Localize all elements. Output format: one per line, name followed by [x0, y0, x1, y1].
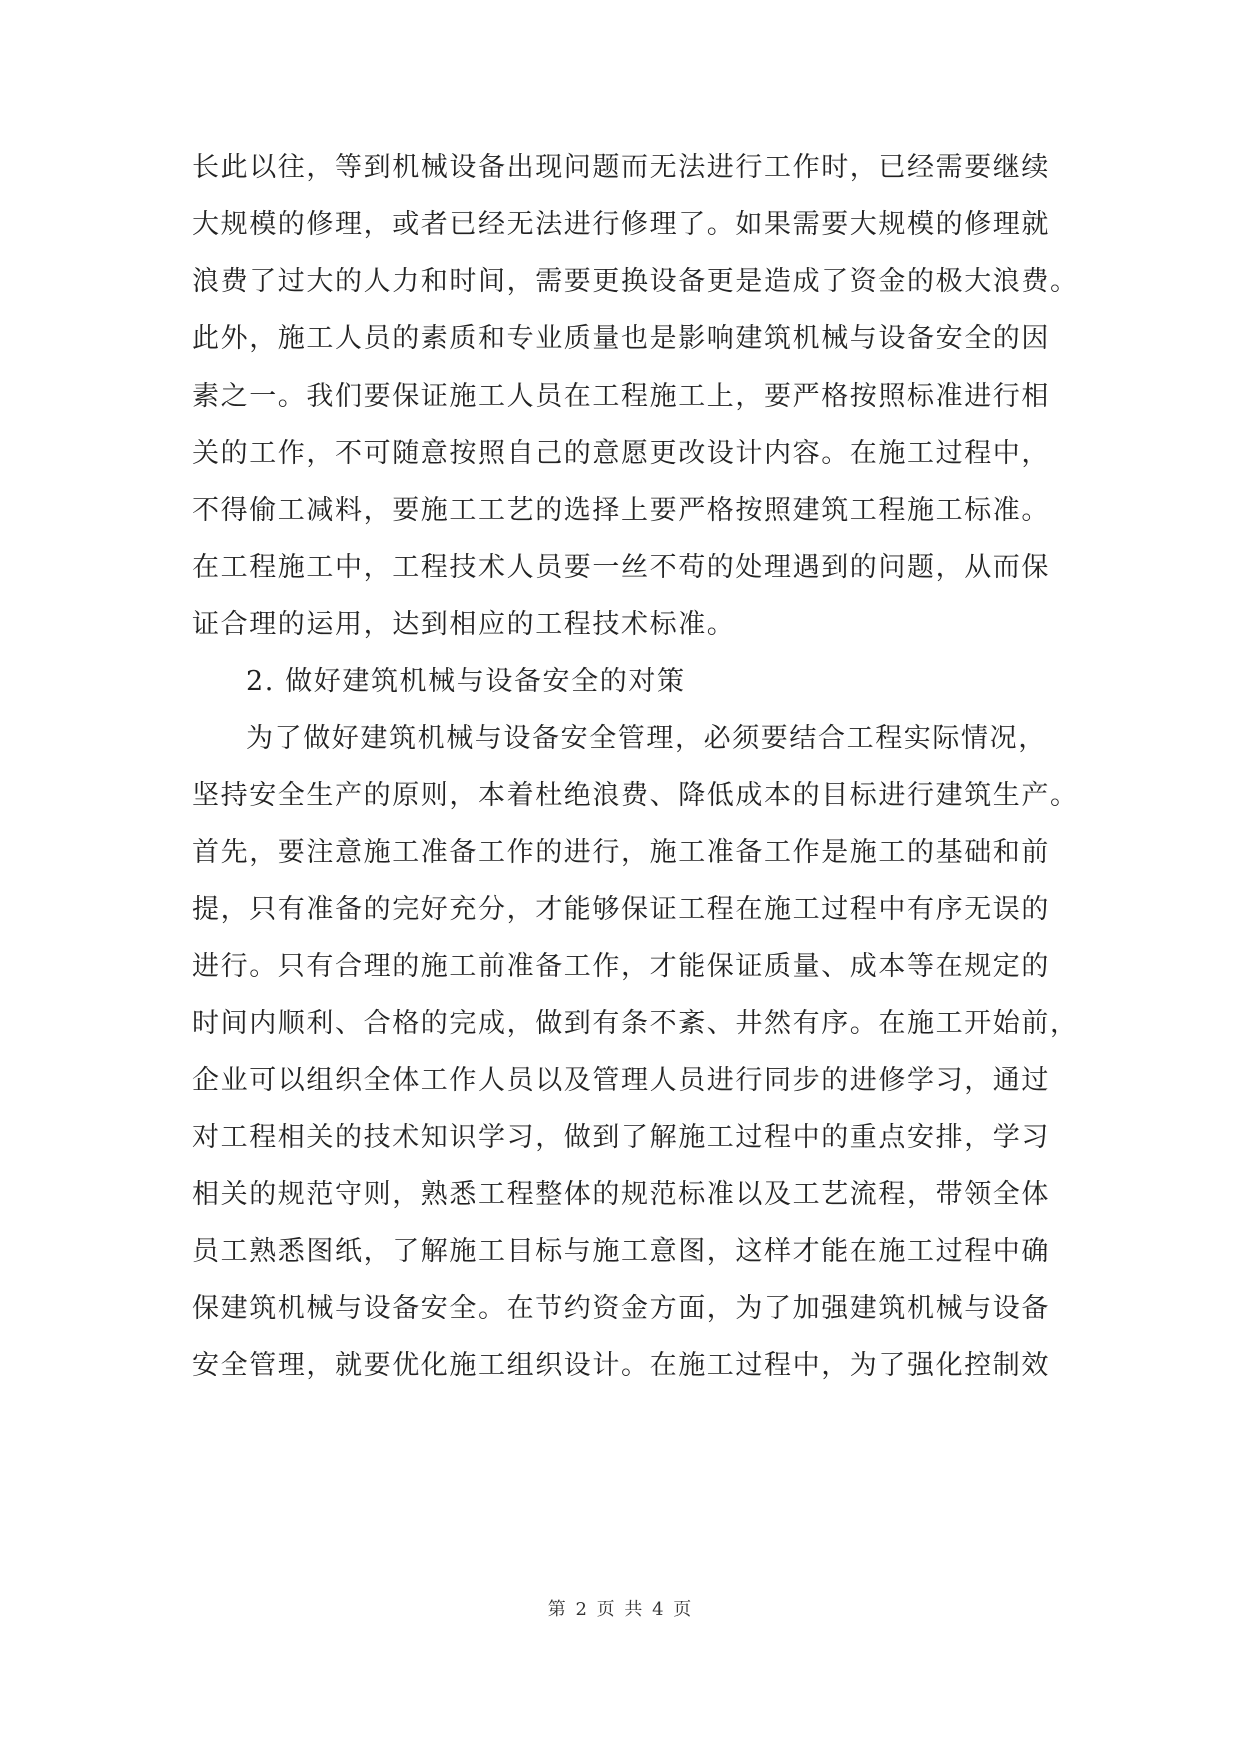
text-line: 员工熟悉图纸，了解施工目标与施工意图，这样才能在施工过程中确: [192, 1236, 1050, 1267]
text-line: 此外，施工人员的素质和专业质量也是影响建筑机械与设备安全的因: [192, 323, 1050, 354]
text-line: 企业可以组织全体工作人员以及管理人员进行同步的进修学习，通过: [192, 1065, 1050, 1096]
text-line: 相关的规范守则，熟悉工程整体的规范标准以及工艺流程，带领全体: [192, 1179, 1050, 1210]
text-line: 坚持安全生产的原则，本着杜绝浪费、降低成本的目标进行建筑生产。: [192, 780, 1079, 811]
text-line: 在工程施工中，工程技术人员要一丝不苟的处理遇到的问题，从而保: [192, 552, 1050, 583]
text-line: 对工程相关的技术知识学习，做到了解施工过程中的重点安排，学习: [192, 1122, 1050, 1153]
text-line: 首先，要注意施工准备工作的进行，施工准备工作是施工的基础和前: [192, 837, 1050, 868]
text-line: 为了做好建筑机械与设备安全管理，必须要结合工程实际情况，: [246, 723, 1047, 754]
text-line: 浪费了过大的人力和时间，需要更换设备更是造成了资金的极大浪费。: [192, 266, 1079, 297]
text-line: 素之一。我们要保证施工人员在工程施工上，要严格按照标准进行相: [192, 381, 1050, 412]
text-line: 进行。只有合理的施工前准备工作，才能保证质量、成本等在规定的: [192, 951, 1050, 982]
text-line: 证合理的运用，达到相应的工程技术标准。: [192, 609, 736, 640]
text-line: 提，只有准备的完好充分，才能够保证工程在施工过程中有序无误的: [192, 894, 1050, 925]
text-line: 关的工作，不可随意按照自己的意愿更改设计内容。在施工过程中，: [192, 438, 1050, 469]
text-line: 安全管理，就要优化施工组织设计。在施工过程中，为了强化控制效: [192, 1350, 1050, 1381]
text-line: 时间内顺利、合格的完成，做到有条不紊、井然有序。在施工开始前，: [192, 1008, 1079, 1039]
text-line: 长此以往，等到机械设备出现问题而无法进行工作时，已经需要继续: [192, 152, 1050, 183]
text-line: 大规模的修理，或者已经无法进行修理了。如果需要大规模的修理就: [192, 209, 1050, 240]
section-heading: 2. 做好建筑机械与设备安全的对策: [246, 666, 686, 697]
text-line: 不得偷工减料，要施工工艺的选择上要严格按照建筑工程施工标准。: [192, 495, 1050, 526]
page-footer: 第 2 页 共 4 页: [547, 1599, 694, 1620]
text-line: 保建筑机械与设备安全。在节约资金方面，为了加强建筑机械与设备: [192, 1293, 1050, 1324]
